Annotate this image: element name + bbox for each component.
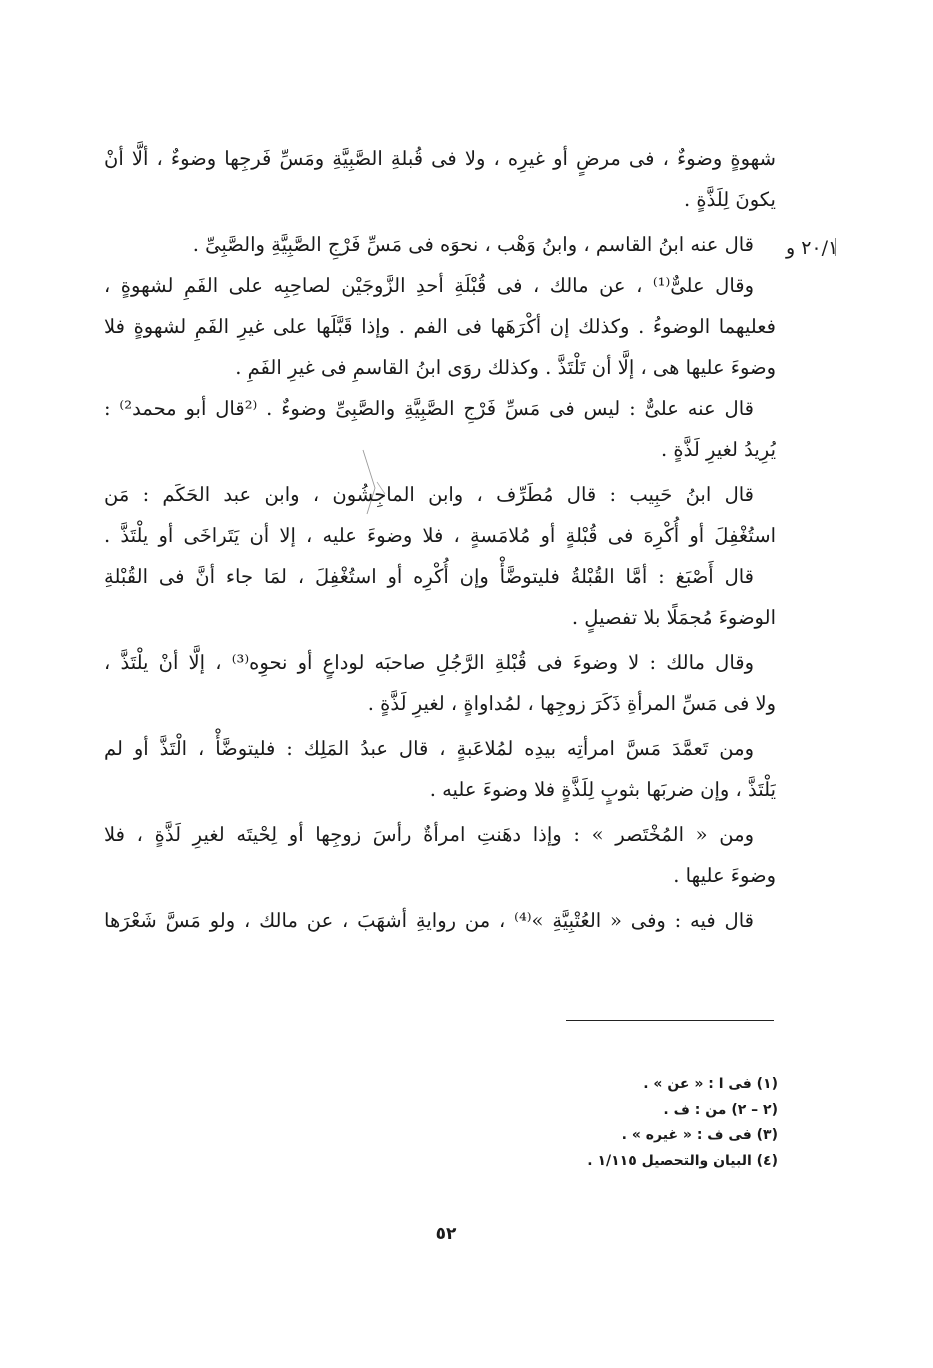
- footnote-4: (٤) البيان والتحصيل ١/١١٥ .: [587, 1152, 778, 1169]
- text-line-4: وقال علىٌّ⁽¹⁾ ، عن مالك ، فى قُبْلَةِ أحدِ الزَّوجَيْن لصاحِبِه على الفَمِ لشهوةٍ ،: [104, 274, 754, 297]
- text-line-12: الوضوءَ مُجمَلًا بلا تفصيلٍ .: [571, 606, 776, 629]
- footnote-separator: [566, 1020, 774, 1021]
- text-line-7: قال عنه علىٌّ : ليس فى مَسِّ فَرْجِ الصَّبِيَّةِ والصَّبِىِّ وضوءٌ . ⁽²قال أبو محمد²⁾ :: [104, 397, 754, 420]
- text-line-10: استُغْفِلَ أو أُكْرِهَ فى قُبْلةٍ أو مُلامَسةٍ ، فلا وضوءَ عليه ، إلا أن يَتَراخَى أو يلْتَذَّ .: [104, 524, 776, 547]
- footnote-3: (٣) فى ف : « غيره » .: [621, 1127, 778, 1143]
- text-line-11: قال أَصْبَغ : أمَّا القُبْلةُ فليتوضَّأْ وإن أُكْرِه أو استُغْفِلَ ، لمَا جاء أنَّ فى القُبْلةِ: [104, 565, 754, 588]
- text-line-2: يكونَ لِلَذَّةٍ .: [683, 188, 776, 211]
- footnote-2: (٢ – ٢) من : ف .: [663, 1101, 778, 1118]
- text-line-17: ومن « المُخْتَصر » : وإذا دهَنتِ امرأةٌ رأسَ زوجِها أو لِحْيتَه لغيرِ لَذَّةٍ ، فلا: [104, 823, 754, 846]
- page-number: ٥٢: [435, 1224, 457, 1244]
- text-line-19: قال فيه : وفى « العُتْبِيَّةِ »⁽⁴⁾ ، من روايةِ أشهَبَ ، عن مالك ، ولو مَسَّ شَعْرَها: [104, 909, 754, 932]
- text-line-14: ولا فى مَسِّ المرأةِ ذَكَرَ زوجِها ، لمُداواةٍ ، لغيرِ لَذَّةٍ .: [367, 692, 776, 715]
- text-line-8: يُرِيدُ لغيرِ لَذَّةٍ .: [660, 438, 776, 461]
- text-line-1: شهوةٍ وضوءٌ ، فى مرضٍ أو غيرِه ، ولا فى قُبلةِ الصَّبِيَّةِ ومَسِّ فَرجِها وضوءٌ ، ألَّا أنْ: [104, 147, 776, 170]
- text-line-5: فعليهما الوضوءُ . وكذلك إن أكْرَهَها فى الفم . وإذا قَبَّلَها على غيرِ الفَمِ لشهوةٍ فلا: [104, 315, 776, 338]
- text-line-16: يَلْتَذَّ ، وإن ضربَها بثوبٍ لِلَذَّةٍ فلا وضوءَ عليه .: [429, 778, 776, 801]
- text-line-3: قال عنه ابنُ القاسم ، وابنُ وَهْب ، نحوَه فى مَسِّ فَرْجِ الصَّبِيَّةِ والصَّبِىِّ .: [192, 233, 754, 256]
- footnote-1: (١) فى ا : « عن » .: [643, 1076, 778, 1092]
- text-line-6: وضوءَ عليها هى ، إلَّا أن تَلْتَذَّ . وكذلك روَى ابنُ القاسمِ فى غيرِ الفَمِ .: [235, 356, 776, 379]
- folio-margin-note: ٢٠/١ و: [786, 237, 839, 259]
- footnotes-section: [440, 1072, 778, 1174]
- text-line-9: قال ابنُ حَبِيب : قال مُطَرِّف ، وابن الماجِشُون ، وابن عبد الحَكَم : مَن: [104, 483, 754, 506]
- text-line-18: وضوءَ عليها .: [673, 864, 776, 887]
- text-line-15: ومن تَعمَّدَ مَسَّ امرأتِه بيدِه لمُلاعَبةٍ ، قال عبدُ المَلِك : فليتوضَّأْ ، الْتَذَّ أو لم: [104, 737, 754, 760]
- text-line-13: وقال مالك : لا وضوءَ فى قُبْلةِ الرَّجُلِ صاحبَه لوداعٍ أو نحوِه⁽³⁾ ، إلَّا أنْ يلْتَذَّ ،: [104, 651, 754, 674]
- main-text-body: [104, 138, 776, 941]
